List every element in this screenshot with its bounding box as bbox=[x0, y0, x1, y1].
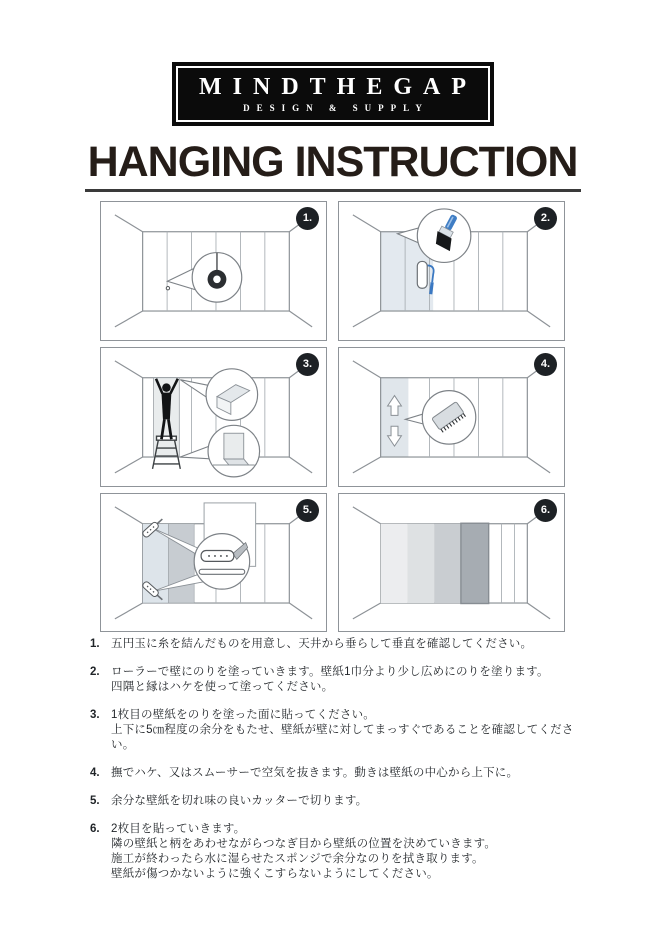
panel-4-illustration bbox=[339, 348, 564, 486]
brand-logo-frame bbox=[176, 66, 490, 122]
step-number: 5. bbox=[90, 795, 100, 807]
instruction-panel-grid bbox=[100, 201, 565, 630]
panel-number-badge: 5. bbox=[296, 499, 319, 522]
step-text: 施工が終わったら水に湿らせたスポンジで余分なのりを拭き取ります。 bbox=[111, 853, 484, 865]
callout-bubble-floor-overlap bbox=[180, 425, 259, 477]
instruction-steps bbox=[90, 637, 590, 895]
step-number: 4. bbox=[90, 767, 100, 779]
panel-number-badge: 3. bbox=[296, 353, 319, 376]
panel-6-illustration bbox=[339, 494, 564, 632]
step-1 bbox=[90, 637, 590, 652]
page-title: HANGING INSTRUCTION bbox=[87, 138, 578, 186]
step-text: 1枚目の壁紙をのりを塗った面に貼ってください。 bbox=[111, 709, 375, 721]
strip-two bbox=[168, 523, 194, 602]
panel-6 bbox=[338, 493, 565, 633]
panel-3-illustration bbox=[101, 348, 326, 486]
step-text: 壁紙が傷つかないように強くこすらないようにしてください。 bbox=[111, 868, 439, 880]
wallpaper-strips bbox=[381, 523, 489, 603]
panel-number-badge: 4. bbox=[534, 353, 557, 376]
step-4 bbox=[90, 766, 590, 781]
five-yen-coin-icon bbox=[208, 270, 227, 289]
step-number: 2. bbox=[90, 666, 100, 678]
wall-strip-lines bbox=[502, 523, 515, 602]
step-3 bbox=[90, 708, 590, 753]
panel-5 bbox=[100, 493, 327, 633]
panel-3 bbox=[100, 347, 327, 487]
panel-1 bbox=[100, 201, 327, 341]
panel-2-illustration bbox=[339, 202, 564, 340]
panel-4 bbox=[338, 347, 565, 487]
step-text: 撫でハケ、又はスムーサーで空気を抜きます。動きは壁紙の中心から上下に。 bbox=[111, 767, 519, 779]
brand-logo bbox=[172, 62, 494, 126]
step-text: 余分な壁紙を切れ味の良いカッターで切ります。 bbox=[111, 795, 368, 807]
panel-number-badge: 6. bbox=[534, 499, 557, 522]
step-text: 上下に5㎝程度の余分をもたせ、壁紙が壁に対してまっすぐであることを確認してください。 bbox=[111, 724, 574, 751]
plumb-bob-dot bbox=[166, 287, 169, 290]
step-number: 3. bbox=[90, 709, 100, 721]
panel-2 bbox=[338, 201, 565, 341]
step-text: ローラーで壁にのりを塗っていきます。壁紙1巾分より少し広めにのりを塗ります。 bbox=[111, 666, 549, 678]
trim-guide-spatula bbox=[199, 569, 245, 574]
title-underline bbox=[85, 140, 581, 192]
panel-number-badge: 1. bbox=[296, 207, 319, 230]
step-text: 五円玉に糸を結んだものを用意し、天井から垂らして垂直を確認してください。 bbox=[111, 638, 533, 650]
panel-5-illustration bbox=[101, 494, 326, 632]
step-text: 隣の壁紙と柄をあわせながらつなぎ目から壁紙の位置を決めていきます。 bbox=[111, 838, 497, 850]
step-text: 四隅と縁はハケを使って塗ってください。 bbox=[111, 681, 334, 693]
step-2 bbox=[90, 665, 590, 695]
step-6 bbox=[90, 822, 590, 882]
callout-bubble bbox=[167, 253, 241, 303]
panel-number-badge: 2. bbox=[534, 207, 557, 230]
brand-tagline: DESIGN & SUPPLY bbox=[243, 103, 429, 113]
panel-1-illustration bbox=[101, 202, 326, 340]
step-text: 2枚目を貼っていきます。 bbox=[111, 823, 246, 835]
brand-name: MINDTHEGAP bbox=[199, 74, 477, 100]
step-number: 1. bbox=[90, 638, 100, 650]
step-number: 6. bbox=[90, 823, 100, 835]
step-5 bbox=[90, 794, 590, 809]
